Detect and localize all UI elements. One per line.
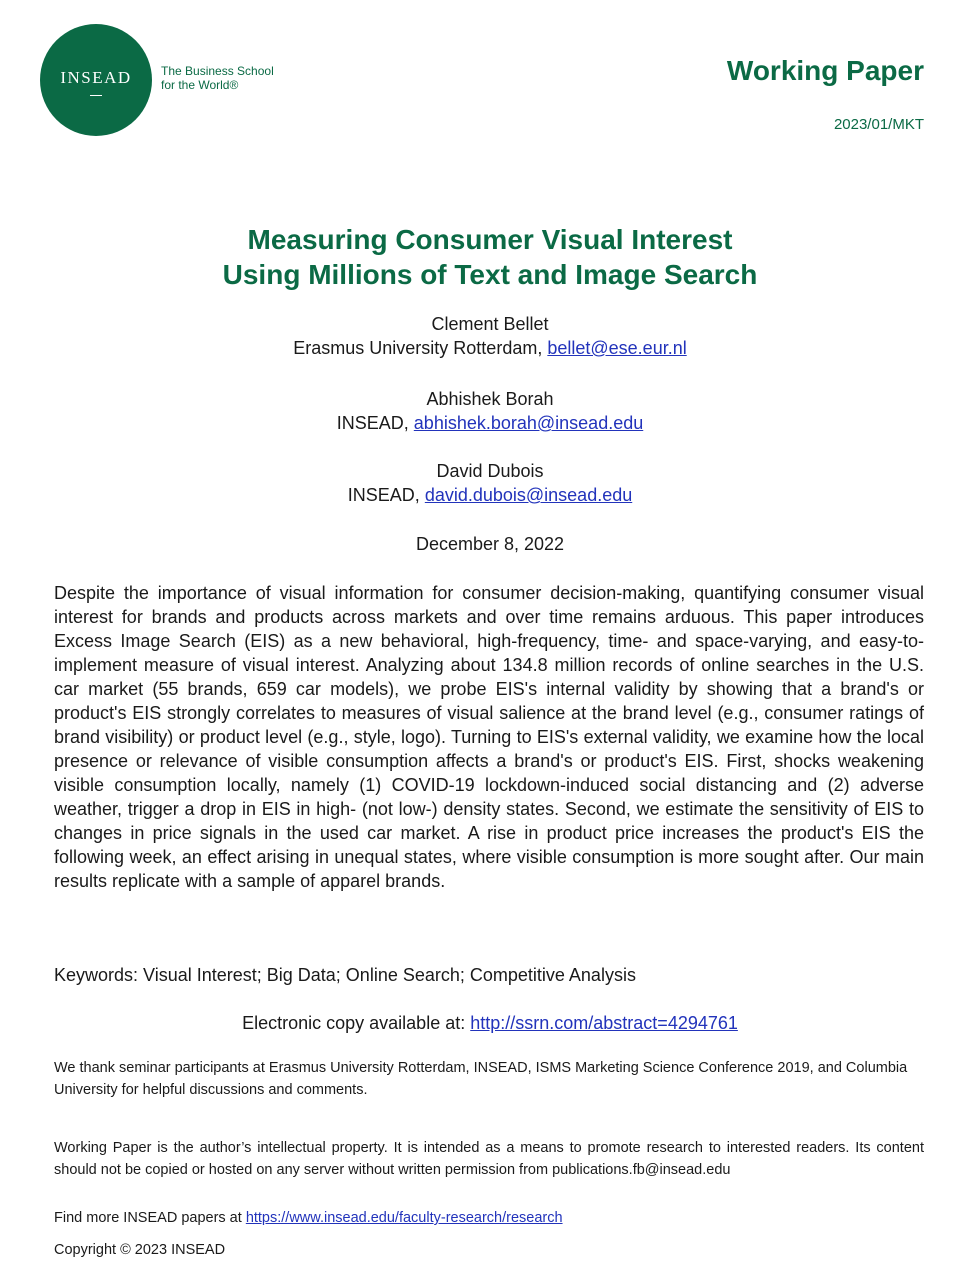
author-affiliation-line (0, 336, 960, 360)
author-email-link[interactable]: bellet@ese.eur.nl (547, 338, 687, 358)
author-block-1 (0, 312, 960, 360)
keywords-line: Keywords: Visual Interest; Big Data; Online Search; Competitive Analysis (54, 965, 636, 985)
author-name: Abhishek Borah (426, 389, 554, 409)
electronic-copy-label: Electronic copy available at: (242, 1013, 466, 1033)
title-line-1: Measuring Consumer Visual Interest (247, 224, 733, 255)
title-line-2: Using Millions of Text and Image Search (222, 259, 758, 290)
logo-wordmark: INSEAD (60, 68, 132, 87)
tagline-line-1: The Business School (161, 64, 274, 78)
author-block-2 (0, 387, 960, 435)
logo-underline-mark (90, 89, 102, 96)
abstract-text: Despite the importance of visual information for consumer decision-making, quantifying consumer visual interest for brands and products across markets and over time remains arduous. This paper introduces Excess Image Search (EIS) as a new behavioral, high-frequency, time- and space-varying, and easy-to-implement measure of visual interest. Analyzing about 134.8 million records of online searches in the U.S. car market (55 brands, 659 car models), we probe EIS's internal validity by showing that a brand's or product's EIS strongly correlates to measures of visual salience at the brand level (e.g., consumer ratings of brand visibility) or product level (e.g., style, logo). Turning to EIS's external validity, we examine how the local presence or relevance of visible consumption affects a brand's or product's EIS. First, shocks weakening visible consumption locally, namely (1) COVID-19 lockdown-induced social distancing and (2) adverse weather, trigger a drop in EIS in high- (not low-) density states. Second, we estimate the sensitivity of EIS to changes in price signals in the used car market. A rise in product price increases the product's EIS the following week, an effect arising in unequal states, where visible consumption is more sought after. Our main results replicate with a sample of apparel brands. (54, 583, 924, 891)
find-more-line (54, 1210, 563, 1226)
author-name: Clement Bellet (431, 314, 549, 334)
working-paper-label: Working Paper (726, 55, 924, 86)
ssrn-link[interactable]: http://ssrn.com/abstract=4294761 (470, 1013, 738, 1033)
paper-code: 2023/01/MKT (833, 116, 924, 133)
paper-title (0, 222, 960, 292)
author-email-link[interactable]: david.dubois@insead.edu (424, 485, 633, 505)
legal-notice-text: Working Paper is the author’s intellectual property. It is intended as a means to promote research to interested readers. Its content should not be copied or hosted on any server without written permission from publications.fb@insead.edu (54, 1140, 924, 1178)
logo-tagline (161, 64, 274, 92)
author-affiliation: INSEAD, (336, 413, 409, 433)
author-affiliation-line (0, 411, 960, 435)
find-more-label: Find more INSEAD papers at (54, 1210, 242, 1226)
acknowledgement-text: We thank seminar participants at Erasmus University Rotterdam, INSEAD, ISMS Marketing Science Conference 2019, and Columbia University for helpful discussions and comments. (54, 1060, 908, 1098)
electronic-copy-line (0, 1013, 960, 1034)
insead-logo (40, 24, 152, 136)
paper-date: December 8, 2022 (415, 534, 565, 554)
tagline-line-2: for the World® (161, 78, 239, 92)
author-block-3 (0, 459, 960, 507)
author-affiliation-line (0, 483, 960, 507)
author-email-link[interactable]: abhishek.borah@insead.edu (413, 413, 644, 433)
author-affiliation: INSEAD, (347, 485, 420, 505)
author-name: David Dubois (436, 461, 544, 481)
insead-research-link[interactable]: https://www.insead.edu/faculty-research/research (245, 1210, 563, 1226)
copyright-notice: Copyright © 2023 INSEAD (54, 1242, 226, 1258)
author-affiliation: Erasmus University Rotterdam, (293, 338, 543, 358)
